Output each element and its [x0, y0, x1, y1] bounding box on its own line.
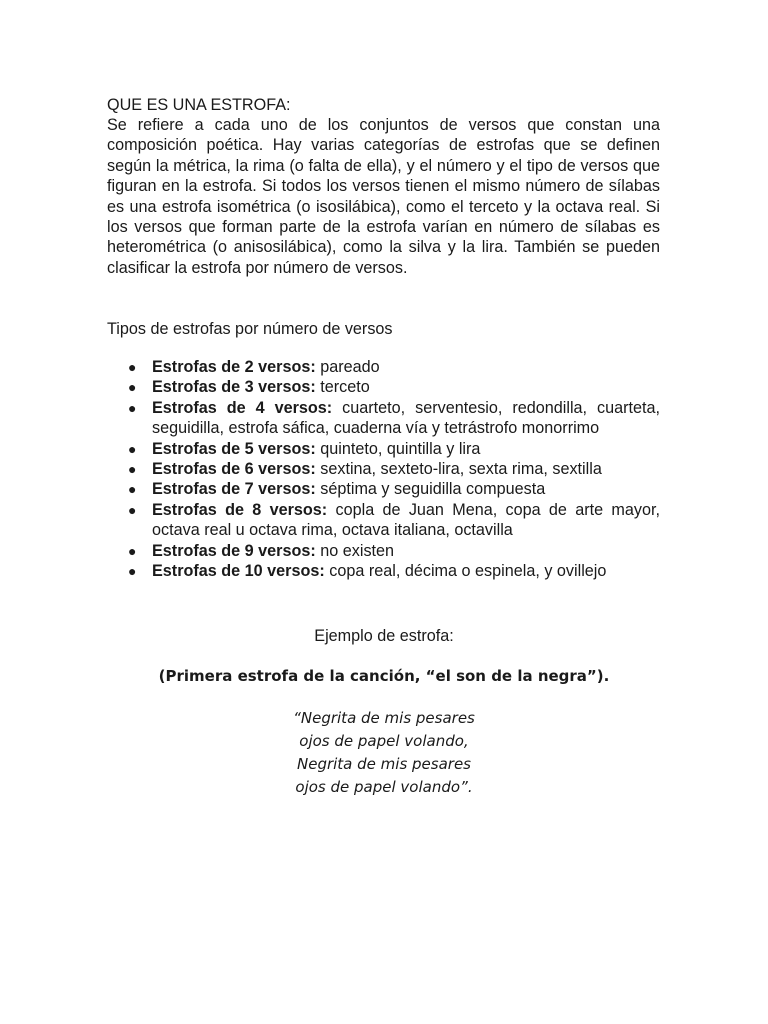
list-item-label: Estrofas de 9 versos:	[152, 541, 316, 560]
list-item-value: quinteto, quintilla y lira	[320, 439, 481, 458]
bullet-icon: ●	[128, 461, 137, 478]
poem-line: ojos de papel volando,	[299, 732, 469, 750]
list-item	[107, 561, 660, 581]
list-item-label: Estrofas de 4 versos:	[152, 398, 333, 417]
bullet-icon: ●	[128, 379, 137, 396]
poem-line: “Negrita de mis pesares	[293, 709, 475, 727]
list-item-label: Estrofas de 6 versos:	[152, 460, 316, 479]
list-item-label: Estrofas de 3 versos:	[152, 378, 316, 397]
list-item	[107, 541, 660, 561]
list-item-label: Estrofas de 2 versos:	[152, 358, 316, 376]
bullet-icon: ●	[128, 501, 137, 518]
list-item	[107, 357, 660, 377]
types-heading: Tipos de estrofas por número de versos	[107, 320, 393, 338]
list-item	[107, 439, 660, 459]
intro-paragraph: Se refiere a cada uno de los conjuntos de versos que constan una composición poética. Hay varias categorías de estrofas que se definen según la métrica, la rima (o falta de ella), y el número y el tipo de versos que figuran en la estrofa. Si todos los versos tienen el mismo número de sílabas es una estrofa isométrica (o isosilábica), como el terceto y la octava real. Si los versos que forman parte de la estrofa varían en número de sílabas es heterométrica (o anisosilábica), como la silva y la lira. También se pueden clasificar la estrofa por número de versos.	[107, 116, 660, 277]
list-item-label: Estrofas de 10 versos:	[152, 562, 325, 581]
list-item	[107, 377, 660, 397]
song-title: (Primera estrofa de la canción, “el son de la negra”).	[158, 667, 610, 685]
list-item-value: copla de Juan Mena, copa de arte mayor, octava real u octava rima, octava italiana, octavilla	[152, 500, 661, 540]
bullet-icon: ●	[128, 563, 137, 580]
list-item-value: terceto	[320, 378, 370, 397]
list-item-label: Estrofas de 8 versos:	[152, 500, 328, 519]
example-heading: Ejemplo de estrofa:	[314, 627, 454, 645]
bullet-icon: ●	[128, 481, 137, 498]
list-item	[107, 479, 660, 499]
list-item-value: no existen	[320, 541, 395, 560]
list-item-value: séptima y seguidilla compuesta	[320, 480, 546, 499]
list-item-value: sextina, sexteto-lira, sexta rima, sextilla	[320, 460, 602, 479]
types-list	[107, 357, 660, 581]
list-item-value: pareado	[320, 358, 380, 376]
list-item-label: Estrofas de 7 versos:	[152, 480, 316, 499]
list-item	[107, 459, 660, 479]
poem-line: ojos de papel volando”.	[295, 778, 473, 796]
list-item	[107, 500, 660, 541]
list-item	[107, 398, 660, 439]
bullet-icon: ●	[128, 542, 137, 559]
page-title: QUE ES UNA ESTROFA:	[107, 96, 291, 114]
poem-line: Negrita de mis pesares	[297, 755, 471, 773]
poem	[0, 707, 768, 799]
bullet-icon: ●	[128, 359, 137, 375]
bullet-icon: ●	[128, 399, 137, 416]
list-item-value: cuarteto, serventesio, redondilla, cuarteta, seguidilla, estrofa sáfica, cuaderna vía y tetrástrofo monorrimo	[152, 398, 661, 438]
list-item-label: Estrofas de 5 versos:	[152, 439, 316, 458]
list-item-value: copa real, décima o espinela, y ovillejo	[329, 562, 607, 581]
bullet-icon: ●	[128, 440, 137, 457]
